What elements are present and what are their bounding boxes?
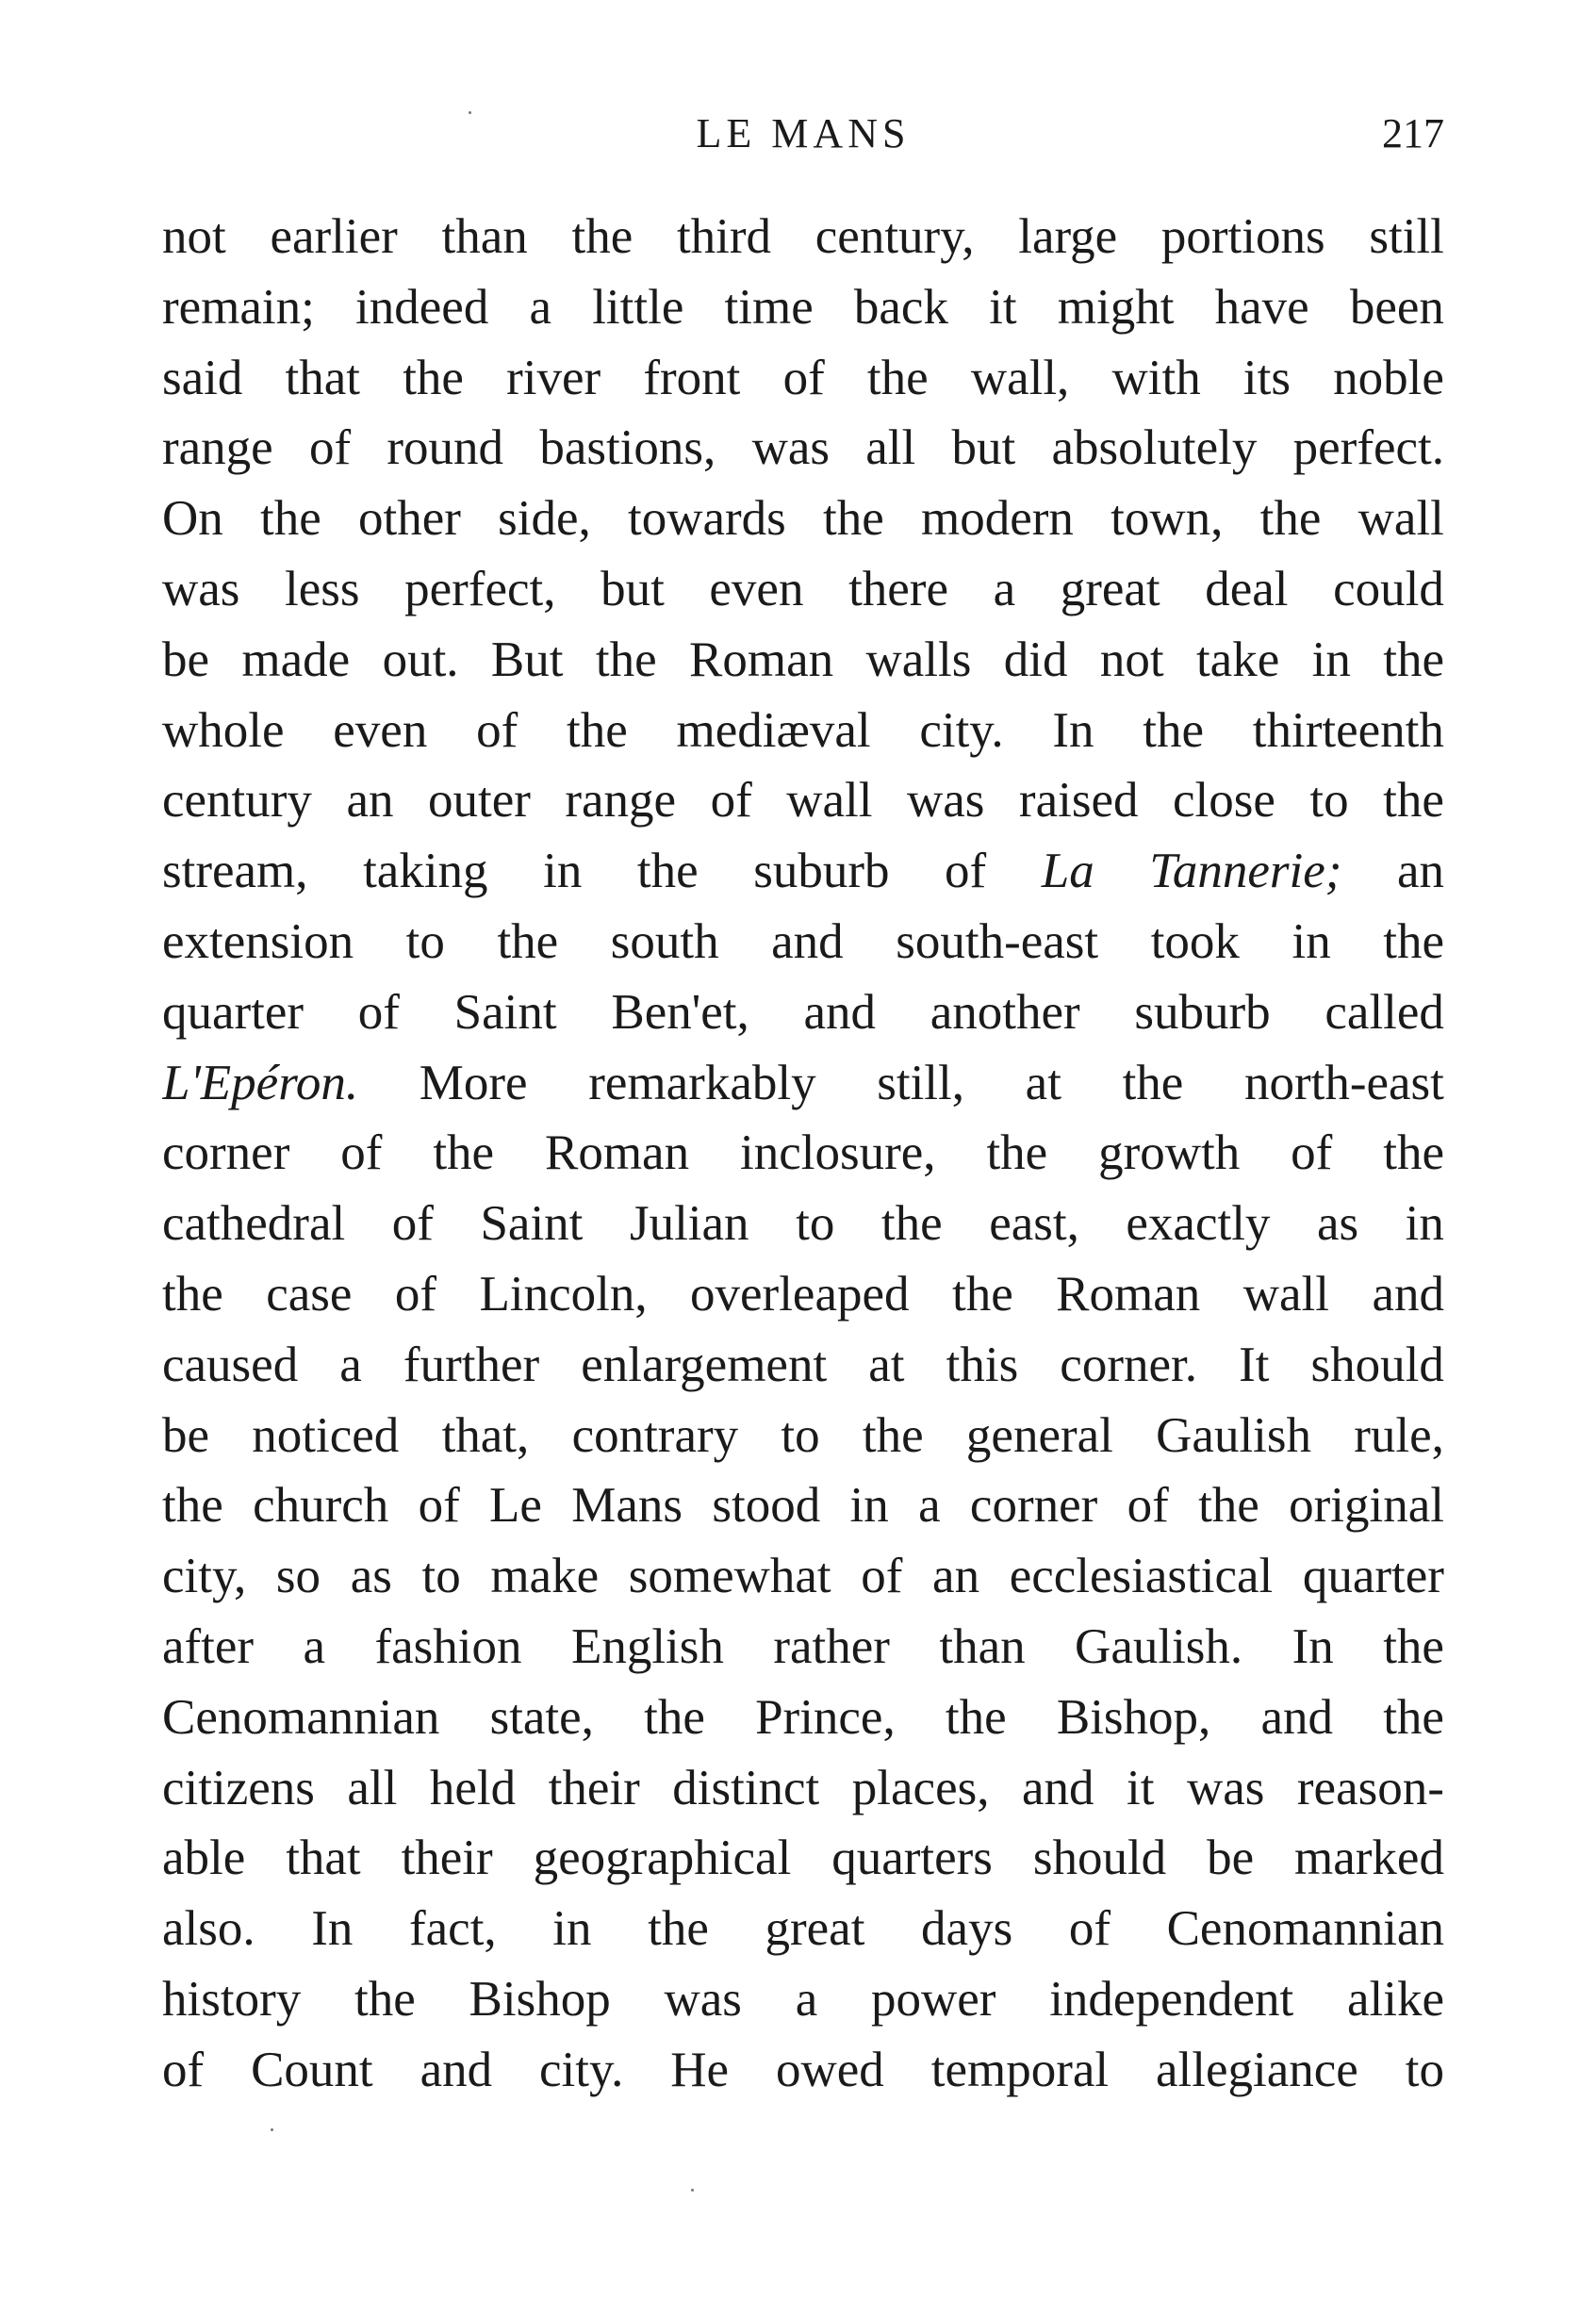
word: to — [1309, 773, 1349, 829]
word: out. — [382, 632, 459, 687]
word: the — [880, 1196, 943, 1252]
word: of — [418, 1478, 460, 1534]
word: not — [162, 209, 226, 264]
word: But — [490, 632, 564, 687]
text-line — [162, 1470, 1444, 1541]
word: river — [506, 350, 601, 405]
word: even — [709, 561, 804, 616]
word: Roman — [544, 1125, 690, 1181]
word: south-east — [896, 913, 1099, 969]
word: suburb — [753, 844, 890, 899]
word: independent — [1049, 1971, 1294, 2027]
word: state, — [489, 1689, 594, 1745]
text-line — [162, 484, 1444, 554]
word: fact, — [409, 1901, 497, 1957]
word: walls — [865, 632, 972, 687]
word: Gaulish — [1156, 1407, 1312, 1463]
word: was — [162, 561, 240, 616]
word: and — [1260, 1689, 1334, 1745]
word: large — [1018, 209, 1118, 264]
word: of — [1127, 1478, 1169, 1534]
word: still, — [877, 1055, 965, 1110]
word: wall — [1357, 491, 1444, 547]
text-line — [162, 2035, 1444, 2106]
text-line — [162, 836, 1444, 907]
word: distinct — [672, 1760, 820, 1815]
text-line — [162, 1683, 1444, 1753]
word: it — [989, 279, 1017, 335]
word: front — [643, 350, 741, 405]
paper-speck — [469, 111, 471, 114]
word: city, — [162, 1549, 247, 1604]
word: places, — [851, 1760, 990, 1815]
word: the — [636, 844, 699, 899]
word: of — [1291, 1125, 1333, 1181]
word: Saint — [480, 1196, 584, 1252]
word: not — [1099, 632, 1164, 687]
word: La — [1041, 844, 1094, 899]
word: so — [275, 1549, 321, 1604]
text-line — [162, 1964, 1444, 2035]
word: said — [162, 350, 243, 405]
word: a — [339, 1337, 362, 1392]
word: a — [993, 561, 1016, 616]
word: On — [162, 491, 223, 547]
word: Gaulish. — [1075, 1618, 1243, 1674]
word: wall — [1242, 1266, 1329, 1322]
word: a — [529, 279, 552, 335]
word: might — [1057, 279, 1175, 335]
word: stream, — [162, 844, 308, 899]
word: of — [340, 1125, 383, 1181]
paper-speck — [691, 2189, 694, 2192]
word: the — [1122, 1055, 1184, 1110]
word: It — [1239, 1337, 1270, 1392]
word: in — [543, 844, 583, 899]
word: city. — [539, 2042, 624, 2097]
word: and — [771, 913, 844, 969]
word: of — [945, 844, 987, 899]
word: also. — [162, 1901, 255, 1957]
word: In — [311, 1901, 354, 1957]
word: Saint — [453, 984, 557, 1040]
word: Count — [251, 2042, 373, 2097]
word: city. — [919, 702, 1004, 758]
word: called — [1325, 984, 1444, 1040]
word: a — [303, 1618, 326, 1674]
word: outer — [427, 773, 531, 829]
word: to — [1405, 2042, 1444, 2097]
word: history — [162, 1971, 302, 2027]
word: indeed — [355, 279, 489, 335]
word: the — [648, 1901, 709, 1957]
word: noble — [1333, 350, 1444, 405]
word: Tannerie; — [1149, 844, 1342, 899]
word: Prince, — [755, 1689, 896, 1745]
word: the — [1383, 773, 1444, 829]
word: that — [285, 350, 361, 405]
word: the — [571, 209, 633, 264]
word: the — [1143, 702, 1205, 758]
word: of — [710, 773, 752, 829]
word: temporal — [930, 2042, 1110, 2097]
word: town, — [1111, 491, 1224, 547]
word: a — [918, 1478, 941, 1534]
word: be — [1207, 1831, 1255, 1886]
word: its — [1242, 350, 1291, 405]
word: the — [433, 1125, 495, 1181]
word: growth — [1098, 1125, 1241, 1181]
word: of — [861, 1549, 903, 1604]
word: great — [1060, 561, 1160, 616]
text-line — [162, 1118, 1444, 1189]
word: in — [552, 1901, 592, 1957]
word: range — [162, 420, 273, 476]
word: the — [1259, 491, 1322, 547]
word: but — [951, 420, 1016, 476]
word: than — [441, 209, 528, 264]
word: held — [429, 1760, 517, 1815]
word: all — [865, 420, 916, 476]
word: and — [1372, 1266, 1444, 1322]
text-line — [162, 977, 1444, 1048]
word: the — [595, 632, 657, 687]
word: and — [1021, 1760, 1094, 1815]
word: round — [387, 420, 504, 476]
word: to — [405, 913, 445, 969]
word: wall, — [970, 350, 1070, 405]
word: back — [853, 279, 948, 335]
word: Roman — [689, 632, 834, 687]
word: been — [1349, 279, 1444, 335]
word: raised — [1018, 773, 1139, 829]
word: the — [403, 350, 464, 405]
word: of — [1068, 1901, 1111, 1957]
text-line — [162, 272, 1444, 343]
text-line — [162, 1612, 1444, 1683]
word: the — [1198, 1478, 1259, 1534]
word: it — [1127, 1760, 1155, 1815]
word: power — [870, 1971, 996, 2027]
word: days — [921, 1901, 1013, 1957]
word: the — [862, 1407, 924, 1463]
word: deal — [1205, 561, 1289, 616]
body-text — [162, 202, 1444, 2106]
word: with — [1111, 350, 1201, 405]
text-line — [162, 1048, 1444, 1119]
word: remain; — [162, 279, 315, 335]
word: in — [1311, 632, 1351, 687]
word: time — [724, 279, 814, 335]
text-line — [162, 1259, 1444, 1330]
word: than — [939, 1618, 1026, 1674]
word: the — [567, 702, 628, 758]
word: L'Epéron. — [162, 1055, 359, 1110]
word: the — [644, 1689, 705, 1745]
word: a — [795, 1971, 818, 2027]
word: south — [610, 913, 719, 969]
text-line — [162, 1330, 1444, 1401]
word: the — [1383, 1689, 1444, 1745]
word: Le — [489, 1478, 542, 1534]
word: In — [1292, 1618, 1334, 1674]
word: Cenomannian — [162, 1689, 440, 1745]
word: third — [676, 209, 772, 264]
word: took — [1150, 913, 1240, 969]
word: should — [1310, 1337, 1444, 1392]
word: of — [357, 984, 400, 1040]
word: Julian — [629, 1196, 749, 1252]
text-line — [162, 413, 1444, 484]
word: an — [1396, 844, 1444, 899]
word: allegiance — [1156, 2042, 1358, 2097]
word: little — [592, 279, 684, 335]
word: all — [347, 1760, 398, 1815]
running-head — [162, 106, 1444, 172]
word: century — [162, 773, 312, 829]
text-line — [162, 343, 1444, 414]
word: their — [401, 1831, 493, 1886]
word: could — [1333, 561, 1444, 616]
word: absolutely — [1051, 420, 1258, 476]
word: taking — [363, 844, 488, 899]
word: cathedral — [162, 1196, 346, 1252]
text-line — [162, 1753, 1444, 1824]
word: extension — [162, 913, 354, 969]
word: remarkably — [588, 1055, 816, 1110]
word: of — [162, 2042, 205, 2097]
word: make — [490, 1549, 600, 1604]
word: should — [1032, 1831, 1167, 1886]
word: this — [946, 1337, 1019, 1392]
word: enlargement — [581, 1337, 828, 1392]
word: Roman — [1056, 1266, 1201, 1322]
word: side, — [498, 491, 591, 547]
word: was — [906, 773, 985, 829]
word: corner. — [1060, 1337, 1197, 1392]
word: quarter — [162, 984, 304, 1040]
word: whole — [162, 702, 285, 758]
word: bastions, — [539, 420, 716, 476]
word: even — [333, 702, 428, 758]
text-line — [162, 1401, 1444, 1471]
word: contrary — [571, 1407, 739, 1463]
word: Mans — [571, 1478, 683, 1534]
word: of — [782, 350, 825, 405]
word: Cenomannian — [1166, 1901, 1444, 1957]
word: somewhat — [628, 1549, 831, 1604]
word: In — [1052, 702, 1094, 758]
word: their — [548, 1760, 640, 1815]
word: inclosure, — [740, 1125, 936, 1181]
paper-speck — [271, 2128, 273, 2131]
text-line — [162, 1189, 1444, 1259]
word: that, — [441, 1407, 530, 1463]
word: stood — [712, 1478, 821, 1534]
text-line — [162, 1541, 1444, 1612]
word: after — [162, 1618, 255, 1674]
word: More — [419, 1055, 528, 1110]
word: Ben'et, — [611, 984, 749, 1040]
word: the — [986, 1125, 1048, 1181]
word: the — [162, 1266, 223, 1322]
word: of — [394, 1266, 437, 1322]
word: the — [260, 491, 321, 547]
page-number: 217 — [1382, 110, 1444, 156]
word: quarter — [1302, 1549, 1444, 1604]
word: was — [664, 1971, 742, 2027]
word: modern — [921, 491, 1074, 547]
word: in — [849, 1478, 889, 1534]
word: as — [350, 1549, 392, 1604]
word: to — [421, 1549, 461, 1604]
word: Lincoln, — [479, 1266, 648, 1322]
word: the — [951, 1266, 1013, 1322]
word: original — [1289, 1478, 1444, 1534]
word: century, — [814, 209, 975, 264]
word: perfect, — [404, 561, 556, 616]
word: an — [346, 773, 394, 829]
word: did — [1003, 632, 1068, 687]
word: suburb — [1134, 984, 1271, 1040]
word: great — [765, 1901, 865, 1957]
word: and — [420, 2042, 493, 2097]
word: general — [965, 1407, 1113, 1463]
word: ecclesiastical — [1009, 1549, 1274, 1604]
word: citizens — [162, 1760, 315, 1815]
word: of — [391, 1196, 434, 1252]
word: portions — [1160, 209, 1325, 264]
word: the — [1383, 913, 1444, 969]
word: He — [670, 2042, 730, 2097]
word: the — [497, 913, 559, 969]
word: but — [601, 561, 665, 616]
word: the — [1383, 632, 1444, 687]
word: less — [285, 561, 360, 616]
word: another — [930, 984, 1080, 1040]
word: case — [266, 1266, 353, 1322]
text-line — [162, 554, 1444, 625]
word: Bishop, — [1056, 1689, 1211, 1745]
word: reason- — [1296, 1760, 1444, 1815]
word: take — [1195, 632, 1280, 687]
word: further — [403, 1337, 540, 1392]
text-line — [162, 765, 1444, 836]
word: wall — [786, 773, 873, 829]
page-title: LE MANS — [696, 110, 911, 156]
word: range — [565, 773, 677, 829]
word: of — [308, 420, 352, 476]
word: church — [253, 1478, 389, 1534]
word: Bishop — [469, 1971, 611, 2027]
word: the — [1383, 1125, 1444, 1181]
word: be — [162, 1407, 210, 1463]
word: have — [1214, 279, 1309, 335]
word: geographical — [533, 1831, 792, 1886]
word: thirteenth — [1252, 702, 1444, 758]
word: was — [751, 420, 830, 476]
word: there — [848, 561, 948, 616]
word: to — [781, 1407, 820, 1463]
word: to — [796, 1196, 835, 1252]
word: at — [868, 1337, 905, 1392]
word: corner — [162, 1125, 290, 1181]
word: noticed — [252, 1407, 400, 1463]
word: marked — [1294, 1831, 1444, 1886]
word: earlier — [270, 209, 398, 264]
text-line — [162, 1894, 1444, 1964]
word: the — [354, 1971, 416, 2027]
word: towards — [628, 491, 786, 547]
word: the — [866, 350, 929, 405]
word: that — [286, 1831, 361, 1886]
word: north-east — [1243, 1055, 1444, 1110]
text-line — [162, 625, 1444, 696]
text-line — [162, 202, 1444, 272]
text-line — [162, 696, 1444, 766]
word: caused — [162, 1337, 299, 1392]
text-line — [162, 1823, 1444, 1894]
word: close — [1172, 773, 1275, 829]
text-line — [162, 907, 1444, 977]
word: of — [476, 702, 518, 758]
word: rather — [773, 1618, 890, 1674]
word: able — [162, 1831, 246, 1886]
word: made — [241, 632, 351, 687]
word: an — [932, 1549, 980, 1604]
word: alike — [1347, 1971, 1444, 2027]
word: quarters — [831, 1831, 993, 1886]
word: English — [570, 1618, 724, 1674]
word: the — [162, 1478, 223, 1534]
word: and — [803, 984, 877, 1040]
word: exactly — [1126, 1196, 1271, 1252]
word: other — [358, 491, 461, 547]
word: still — [1369, 209, 1444, 264]
word: rule, — [1354, 1407, 1444, 1463]
word: at — [1025, 1055, 1061, 1110]
word: the — [1383, 1618, 1444, 1674]
word: be — [162, 632, 210, 687]
word: east, — [989, 1196, 1079, 1252]
word: as — [1316, 1196, 1359, 1252]
word: corner — [969, 1478, 1098, 1534]
word: mediæval — [676, 702, 871, 758]
word: overleaped — [690, 1266, 910, 1322]
word: owed — [775, 2042, 884, 2097]
word: perfect. — [1292, 420, 1444, 476]
word: was — [1186, 1760, 1265, 1815]
word: the — [945, 1689, 1007, 1745]
word: fashion — [374, 1618, 522, 1674]
word: the — [823, 491, 884, 547]
word: in — [1292, 913, 1331, 969]
word: in — [1405, 1196, 1444, 1252]
